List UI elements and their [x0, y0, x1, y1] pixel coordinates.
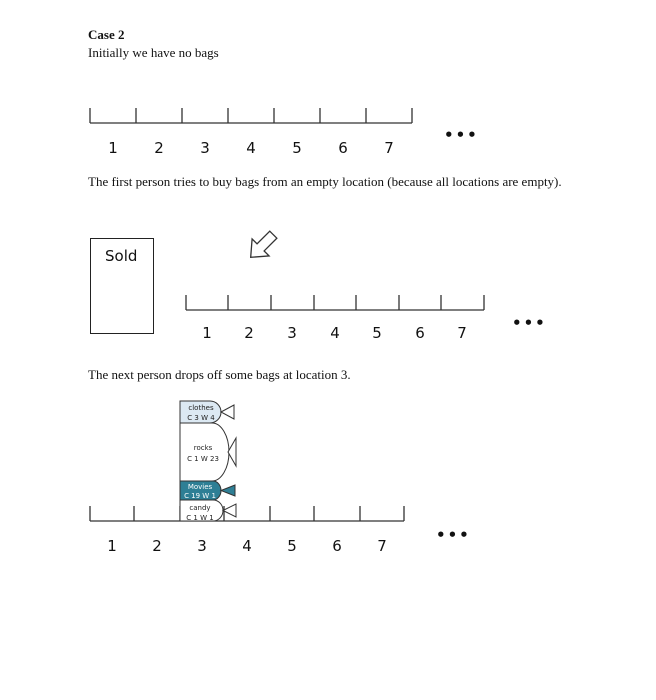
- bag-movies: [180, 481, 235, 500]
- location-number: 3: [287, 324, 297, 342]
- bag-clothes-code: C 3 W 4: [187, 414, 215, 422]
- location-number: 1: [108, 139, 118, 157]
- number-line-1: [90, 108, 412, 123]
- location-number: 2: [244, 324, 254, 342]
- bag-rocks-name: rocks: [193, 444, 213, 452]
- bag-rocks-code: C 1 W 23: [187, 455, 219, 463]
- location-number: 7: [377, 537, 387, 555]
- ellipsis-2: •••: [512, 314, 547, 332]
- number-labels-1: [0, 139, 656, 159]
- location-number: 7: [384, 139, 394, 157]
- location-number: 5: [292, 139, 302, 157]
- number-line-3: [90, 506, 404, 521]
- first-person-text: The first person tries to buy bags from an empty location (because all locations are empty).: [88, 174, 562, 189]
- bag-tie-icon: [221, 405, 234, 419]
- location-number: 4: [242, 537, 252, 555]
- bag-clothes-name: clothes: [188, 404, 214, 412]
- bag-tie-icon: [223, 504, 236, 517]
- location-number: 6: [332, 537, 342, 555]
- case-heading: Case 2: [88, 27, 125, 42]
- bag-candy: [180, 500, 236, 522]
- location-number: 6: [415, 324, 425, 342]
- next-person-text: The next person drops off some bags at location 3.: [88, 367, 351, 382]
- location-number: 5: [287, 537, 297, 555]
- number-labels-3: [0, 537, 656, 557]
- bag-stack: [180, 401, 236, 522]
- intro-text: Initially we have no bags: [88, 45, 219, 60]
- location-number: 2: [152, 537, 162, 555]
- ellipsis-1: •••: [444, 126, 479, 144]
- location-number: 4: [246, 139, 256, 157]
- bag-tie-icon: [228, 438, 236, 466]
- ellipsis-3: •••: [436, 526, 471, 544]
- bag-candy-name: candy: [189, 504, 211, 512]
- bag-clothes: [180, 401, 234, 423]
- location-number: 3: [197, 537, 207, 555]
- location-number: 7: [457, 324, 467, 342]
- location-number: 1: [107, 537, 117, 555]
- down-left-arrow-icon: [242, 226, 282, 266]
- location-number: 3: [200, 139, 210, 157]
- location-number: 5: [372, 324, 382, 342]
- bag-rocks: [180, 423, 236, 481]
- location-number: 1: [202, 324, 212, 342]
- bag-movies-code: C 19 W 1: [184, 492, 216, 500]
- bag-candy-code: C 1 W 1: [186, 514, 214, 522]
- sold-label: Sold: [105, 247, 138, 265]
- bag-movies-name: Movies: [187, 483, 213, 491]
- location-number: 2: [154, 139, 164, 157]
- bag-tie-icon: [221, 485, 235, 496]
- location-number: 4: [330, 324, 340, 342]
- number-labels-2: [0, 324, 656, 344]
- sold-box: [90, 238, 154, 334]
- number-line-2: [186, 295, 484, 310]
- location-number: 6: [338, 139, 348, 157]
